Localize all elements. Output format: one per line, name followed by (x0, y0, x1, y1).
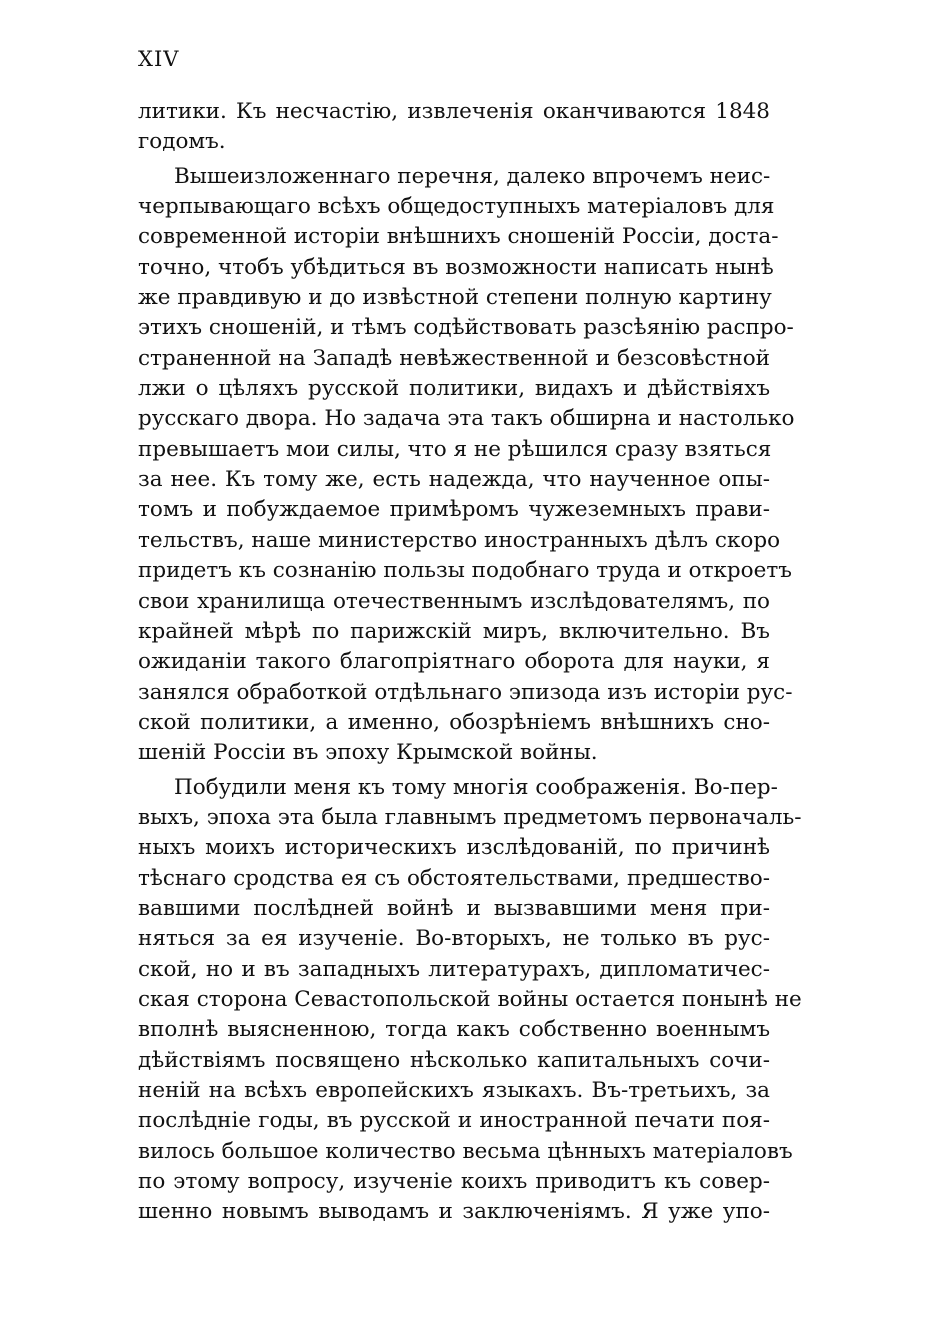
text-line: лжи о цѣляхъ русской политики, видахъ и дѣйствіяхъ (138, 376, 770, 402)
text-line: ской, но и въ западныхъ литературахъ, дипломатичес- (138, 956, 770, 982)
text-line: ская сторона Севастопольской войны остается понынѣ не (138, 986, 802, 1012)
paragraph (138, 162, 795, 769)
text-line: же правдивую и до извѣстной степени полную картину (138, 285, 772, 311)
text-line: современной исторіи внѣшнихъ сношеній Россіи, доста- (138, 224, 779, 250)
text-line: придетъ къ сознанію пользы подобнаго труда и откроетъ (138, 558, 792, 584)
text-line: ожиданіи такого благопріятнаго оборота для науки, я (138, 649, 770, 675)
text-line: вполнѣ выясненною, тогда какъ собственно военнымъ (138, 1017, 770, 1043)
text-line: Вышеизложеннаго перечня, далеко впрочемъ неис- (174, 163, 771, 189)
text-line: тѣснаго сродства ея съ обстоятельствами, предшество- (138, 865, 770, 891)
text-line: крайней мѣрѣ по парижскій миръ, включительно. Въ (138, 618, 770, 644)
text-line: точно, чтобъ убѣдиться въ возможности написать нынѣ (138, 254, 774, 280)
text-line: вавшими послѣдней войнѣ и вызвавшими меня при- (138, 895, 770, 921)
text-line: вилось большое количество весьма цѣнныхъ матеріаловъ (138, 1138, 793, 1164)
text-line: свои хранилища отечественнымъ изслѣдователямъ, по (138, 588, 770, 614)
text-line: шеній Россіи въ эпоху Крымской войны. (138, 740, 598, 766)
text-line: черпывающаго всѣхъ общедоступныхъ матеріаловъ для (138, 194, 775, 220)
page-number: XIV (138, 47, 180, 71)
text-line: этихъ сношеній, и тѣмъ содѣйствовать разсѣянію распро- (138, 315, 794, 341)
text-line: за нее. Къ тому же, есть надежда, что наученное опы- (138, 467, 770, 493)
paragraph (138, 773, 802, 1228)
text-line: годомъ. (138, 129, 226, 155)
text-line: томъ и побуждаемое примѣромъ чужеземныхъ прави- (138, 497, 770, 523)
text-line: ныхъ моихъ историческихъ изслѣдованій, по причинѣ (138, 835, 770, 861)
text-line: послѣдніе годы, въ русской и иностранной печати поя- (138, 1108, 770, 1134)
text-line: тельствъ, наше министерство иностранныхъ дѣлъ скоро (138, 527, 781, 553)
text-line: дѣйствіямъ посвящено нѣсколько капитальныхъ сочи- (138, 1047, 770, 1073)
paragraph (138, 97, 770, 158)
text-line: занялся обработкой отдѣльнаго эпизода изъ исторіи рус- (138, 679, 793, 705)
text-line: няться за ея изученіе. Во-вторыхъ, не только въ рус- (138, 926, 770, 952)
text-line: страненной на Западѣ невѣжественной и безсовѣстной (138, 345, 770, 371)
text-line: выхъ, эпоха эта была главнымъ предметомъ первоначаль- (138, 804, 802, 830)
text-line: Побудили меня къ тому многія соображенія. Во-пер- (174, 774, 778, 800)
text-line: неній на всѣхъ европейскихъ языкахъ. Въ-третьихъ, за (138, 1078, 770, 1103)
text-line: по этому вопросу, изученіе коихъ приводитъ къ совер- (138, 1169, 770, 1195)
body-text (138, 97, 802, 1228)
text-line: литики. Къ несчастію, извлеченія оканчиваются 1848 (138, 99, 770, 124)
text-line: превышаетъ мои силы, что я не рѣшился сразу взяться (138, 436, 772, 462)
text-line: шенно новымъ выводамъ и заключеніямъ. Я уже упо- (138, 1199, 770, 1225)
text-line: ской политики, а именно, обозрѣніемъ внѣшнихъ сно- (138, 709, 770, 735)
text-line: русскаго двора. Но задача эта такъ обширна и настолько (138, 406, 795, 432)
